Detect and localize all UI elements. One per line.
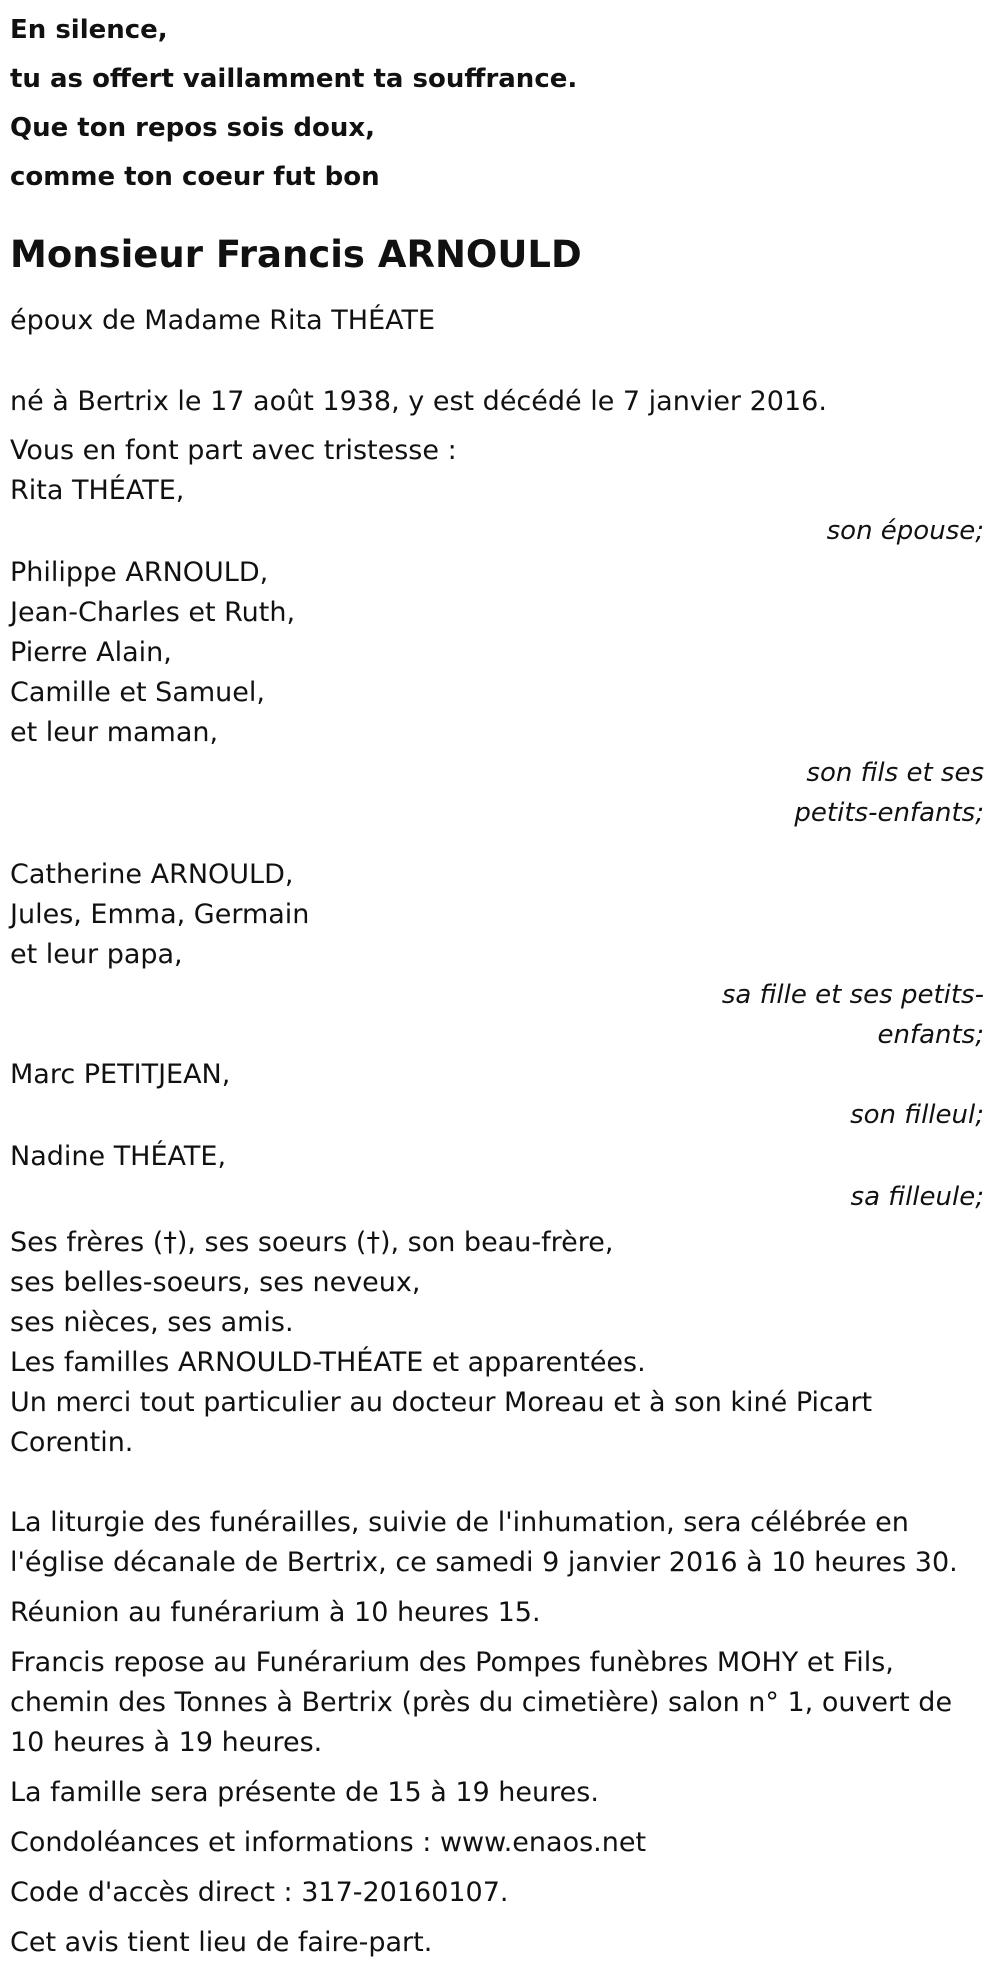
relation-label: sa filleule;: [850, 1182, 984, 1212]
verse-line: En silence,: [10, 15, 168, 45]
thanks-line: Un merci tout particulier au docteur Moreau et à son kiné Picart Corentin.: [10, 1387, 873, 1458]
relation-label: son fils et ses: [806, 758, 984, 788]
funerarium-paragraph: Francis repose au Funérarium des Pompes funèbres MOHY et Fils, chemin des Tonnes à Bertrix (près du cimetière) salon n° 1, ouvert de 10 heures à 19 heures.: [10, 1647, 953, 1758]
family-member: Jean-Charles et Ruth,: [10, 597, 296, 628]
verse: [10, 0, 990, 202]
relation-label: petits-enfants;: [794, 798, 984, 828]
verse-line: comme ton coeur fut bon: [10, 162, 380, 192]
extended-family-line: ses nièces, ses amis.: [10, 1307, 294, 1338]
access-code-paragraph: Code d'accès direct : 317-20160107.: [10, 1877, 509, 1908]
notice-paragraph: Cet avis tient lieu de faire-part.: [10, 1927, 433, 1958]
extended-family: [10, 1223, 990, 1463]
family-group: [10, 1055, 990, 1135]
family-group: [10, 1137, 990, 1217]
family-group: [10, 855, 990, 1055]
relation-label: sa fille et ses petits-: [721, 980, 984, 1010]
family-member: Pierre Alain,: [10, 637, 172, 668]
extended-family-line: Ses frères (†), ses soeurs (†), son beau-frère,: [10, 1227, 614, 1258]
family-presence-paragraph: La famille sera présente de 15 à 19 heures.: [10, 1777, 599, 1808]
extended-family-line: ses belles-soeurs, ses neveux,: [10, 1267, 421, 1298]
relation-label: son épouse;: [826, 516, 984, 546]
family-group: [10, 471, 990, 551]
relation-label: son filleul;: [850, 1100, 984, 1130]
family-member: Jules, Emma, Germain: [10, 899, 310, 930]
family-member: Nadine THÉATE,: [10, 1141, 227, 1172]
family-member: et leur maman,: [10, 717, 219, 748]
announcement-line: Vous en font part avec tristesse :: [10, 435, 457, 466]
family-member: Marc PETITJEAN,: [10, 1059, 231, 1090]
liturgy-paragraph: La liturgie des funérailles, suivie de l'inhumation, sera célébrée en l'église décanale de Bertrix, ce samedi 9 janvier 2016 à 10 heures 30.: [10, 1507, 958, 1578]
family-member: Philippe ARNOULD,: [10, 557, 269, 588]
gathering-paragraph: Réunion au funérarium à 10 heures 15.: [10, 1597, 541, 1628]
birth-death-line: né à Bertrix le 17 août 1938, y est décédé le 7 janvier 2016.: [10, 386, 827, 417]
family-member: et leur papa,: [10, 939, 183, 970]
extended-family-line: Les familles ARNOULD-THÉATE et apparentées.: [10, 1347, 646, 1378]
family-member: Catherine ARNOULD,: [10, 859, 294, 890]
family-group: [10, 553, 990, 833]
condolences-paragraph: Condoléances et informations : www.enaos.net: [10, 1827, 647, 1858]
family-member: Rita THÉATE,: [10, 475, 185, 506]
relation-label: enfants;: [877, 1020, 984, 1050]
family-member: Camille et Samuel,: [10, 677, 265, 708]
deceased-name: Monsieur Francis ARNOULD: [10, 233, 582, 276]
spouse-line: époux de Madame Rita THÉATE: [10, 305, 436, 336]
verse-line: tu as offert vaillamment ta souffrance.: [10, 64, 578, 94]
verse-line: Que ton repos sois doux,: [10, 113, 376, 143]
